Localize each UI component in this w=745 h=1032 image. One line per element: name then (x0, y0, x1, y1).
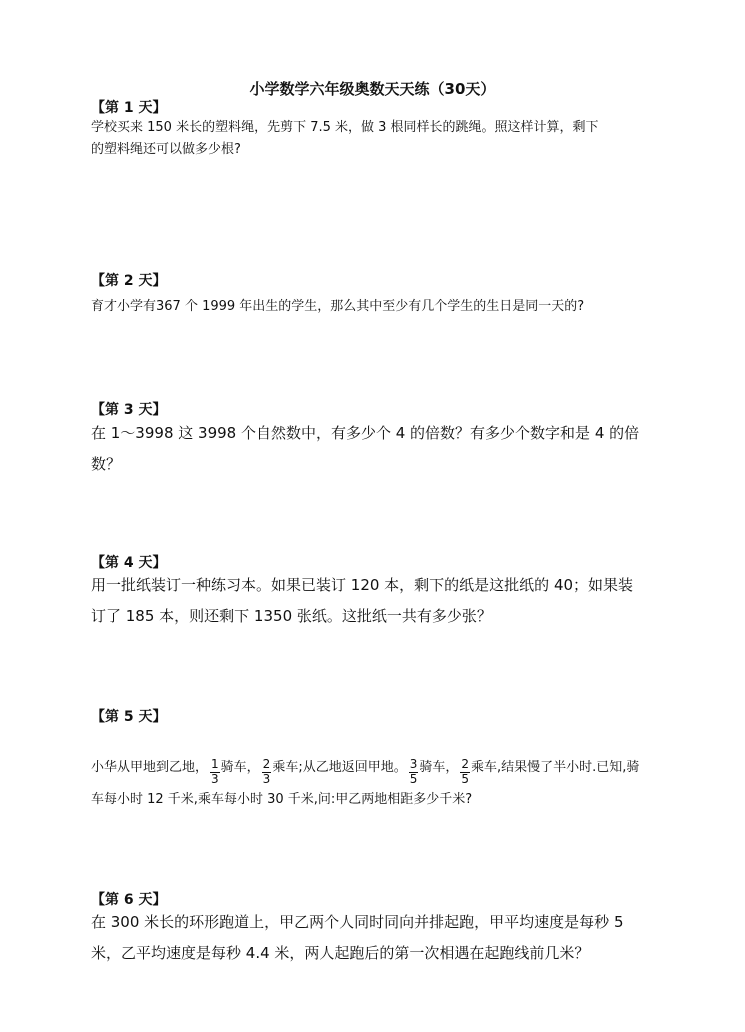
day-5-question (91, 754, 661, 814)
fraction-two-fifths (460, 758, 470, 786)
fraction-one-third (210, 758, 220, 786)
fraction-denominator: 3 (211, 772, 219, 786)
fraction-denominator: 5 (461, 772, 469, 786)
day-5-text-3: 乘车;从乙地返回甲地。 (272, 760, 407, 775)
day-3-line-1: 在 1～3998 这 3998 个自然数中，有多少个 4 的倍数？有多少个数字和是 4 的倍 (91, 424, 640, 442)
fraction-three-fifths (409, 758, 419, 786)
fraction-two-thirds (262, 758, 272, 786)
fraction-numerator: 2 (262, 757, 271, 771)
day-4-heading: 【第 4 天】 (91, 555, 167, 571)
fraction-numerator: 1 (211, 757, 219, 771)
day-4-line-2: 订了 185 本，则还剩下 1350 张纸。这批纸一共有多少张？ (91, 607, 492, 625)
day-4-line-1: 用一批纸装订一种练习本。如果已装订 120 本，剩下的纸是这批纸的 40；如果装 (91, 576, 634, 594)
day-1-question (91, 117, 661, 161)
fraction-denominator: 5 (409, 772, 418, 786)
fraction-denominator: 3 (262, 772, 271, 786)
day-6-line-2: 米，乙平均速度是每秒 4.4 米，两人起跑后的第一次相遇在起跑线前几米？ (91, 944, 590, 962)
day-5-heading: 【第 5 天】 (91, 709, 167, 725)
day-1-line-2: 的塑料绳还可以做多少根? (91, 142, 241, 157)
day-5-text-2: 骑车， (220, 760, 260, 775)
day-2-question (91, 296, 661, 318)
day-1-heading: 【第 1 天】 (91, 100, 167, 116)
day-3-question (91, 418, 661, 480)
day-3-line-2: 数？ (91, 455, 122, 473)
day-2-line-1: 育才小学有367 个 1999 年出生的学生，那么其中至少有几个学生的生日是同一天的? (91, 299, 585, 314)
day-6-heading: 【第 6 天】 (91, 892, 167, 908)
day-3-heading: 【第 3 天】 (91, 402, 167, 418)
day-2-heading: 【第 2 天】 (91, 273, 167, 289)
day-5-line-2: 车每小时 12 千米,乘车每小时 30 千米,问:甲乙两地相距多少千米? (91, 792, 473, 807)
day-4-question (91, 570, 661, 632)
day-6-line-1: 在 300 米长的环形跑道上，甲乙两个人同时同向并排起跑，甲平均速度是每秒 5 (91, 913, 624, 931)
day-5-text-5: 乘车,结果慢了半小时.已知,骑 (471, 760, 640, 775)
day-5-text-4: 骑车， (419, 760, 459, 775)
fraction-numerator: 2 (461, 757, 469, 771)
day-6-question (91, 907, 661, 969)
document-title: 小学数学六年级奥数天天练（30天） (249, 80, 496, 98)
day-1-line-1: 学校买来 150 米长的塑料绳，先剪下 7.5 米，做 3 根同样长的跳绳。照这样计算，剩下 (91, 120, 599, 135)
day-5-text-1: 小华从甲地到乙地， (91, 760, 209, 775)
day-5-line-1 (91, 754, 661, 786)
fraction-numerator: 3 (409, 757, 418, 771)
